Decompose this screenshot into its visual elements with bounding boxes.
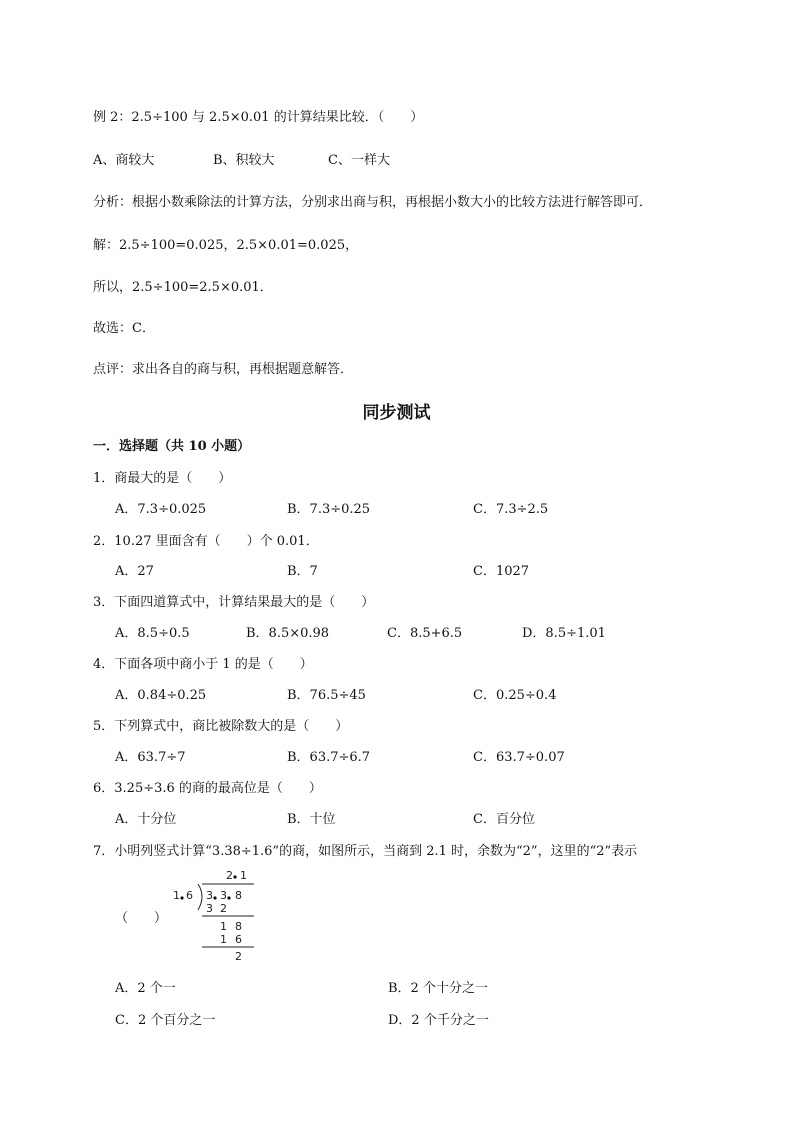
q6-option-b: B．十位	[287, 812, 336, 827]
step2-digit: 1	[220, 933, 227, 946]
example-answer: 故选：C．	[93, 321, 155, 336]
rem1-digit: 1	[220, 920, 227, 933]
example-analysis: 分析：根据小数乘除法的计算方法，分别求出商与积，再根据小数大小的比较方法进行解答即可．	[93, 195, 653, 210]
q1-option-a: A．7.3÷0.025	[115, 502, 207, 517]
example-option-a: A、商较大	[93, 153, 155, 168]
q3-option-d: D．8.5÷1.01	[522, 626, 606, 641]
q6-option-a: A．十分位	[115, 812, 177, 827]
q7-option-b: B．2 个十分之一	[388, 981, 488, 996]
example-therefore: 所以，2.5÷100=2.5×0.01．	[93, 280, 273, 295]
step2-digit: 6	[235, 933, 242, 946]
q2-option-c: C．1027	[473, 564, 530, 579]
q7-option-c: C．2 个百分之一	[115, 1013, 216, 1028]
question-3: 3．下面四道算式中，计算结果最大的是（ ）	[93, 595, 375, 610]
division-bracket	[198, 884, 202, 910]
q1-option-c: C．7.3÷2.5	[473, 502, 549, 517]
q1-option-b: B．7.3÷0.25	[287, 502, 371, 517]
quotient-digit: 2	[226, 869, 233, 882]
q3-option-c: C．8.5+6.5	[387, 626, 463, 641]
q5-option-c: C．63.7÷0.07	[473, 750, 565, 765]
q3-option-a: A．8.5÷0.5	[115, 626, 190, 641]
remainder-digit: 2	[235, 950, 242, 963]
q7-option-a: A．2 个一	[115, 981, 176, 996]
question-5: 5．下列算式中，商比被除数大的是（ ）	[93, 719, 349, 734]
dividend-digit: 3	[220, 889, 227, 902]
section-heading: 一．选择题（共 10 小题）	[93, 439, 251, 454]
q3-option-b: B．8.5×0.98	[246, 626, 330, 641]
dividend-digit: 8	[235, 889, 242, 902]
divisor-digit: 1	[173, 889, 180, 902]
q7-option-d: D．2 个千分之一	[388, 1013, 489, 1028]
q4-option-b: B．76.5÷45	[287, 688, 366, 703]
dividend-digit: 3	[206, 889, 213, 902]
example-option-c: C、一样大	[328, 153, 390, 168]
q7-answer-blank: （ ）	[115, 911, 168, 926]
question-2: 2．10.27 里面含有（ ）个 0.01．	[93, 534, 319, 549]
q6-option-c: C．百分位	[473, 812, 535, 827]
decimal-point	[227, 896, 230, 899]
q2-option-b: B．7	[287, 564, 318, 579]
rem1-digit: 8	[235, 920, 242, 933]
q2-option-a: A．27	[115, 564, 154, 579]
question-4: 4．下面各项中商小于 1 的是（ ）	[93, 657, 313, 672]
q5-option-b: B．63.7÷6.7	[287, 750, 371, 765]
decimal-point	[233, 875, 236, 878]
step1-digit: 3	[206, 902, 213, 915]
example-comment: 点评：求出各自的商与积，再根据题意解答．	[93, 362, 354, 377]
q4-option-c: C．0.25÷0.4	[473, 688, 557, 703]
example-option-b: B、积较大	[213, 153, 275, 168]
decimal-point	[180, 896, 183, 899]
quotient-digit: 1	[240, 869, 247, 882]
q5-option-a: A．63.7÷7	[115, 750, 186, 765]
step1-digit: 2	[220, 902, 227, 915]
section-title: 同步测试	[362, 403, 431, 423]
divisor-digit: 6	[186, 889, 193, 902]
long-division-figure	[168, 866, 258, 966]
question-1: 1．商最大的是（ ）	[93, 471, 232, 486]
question-6: 6．3.25÷3.6 的商的最高位是（ ）	[93, 781, 322, 796]
example-question: 例 2：2.5÷100 与 2.5×0.01 的计算结果比较．（ ）	[93, 110, 424, 125]
q4-option-a: A．0.84÷0.25	[115, 688, 207, 703]
example-solution: 解：2.5÷100=0.025，2.5×0.01=0.025，	[93, 238, 359, 253]
decimal-point	[213, 896, 216, 899]
question-7: 7．小明列竖式计算“3.38÷1.6”的商，如图所示，当商到 2.1 时，余数为“2”，这里的“2”表示	[93, 844, 638, 859]
